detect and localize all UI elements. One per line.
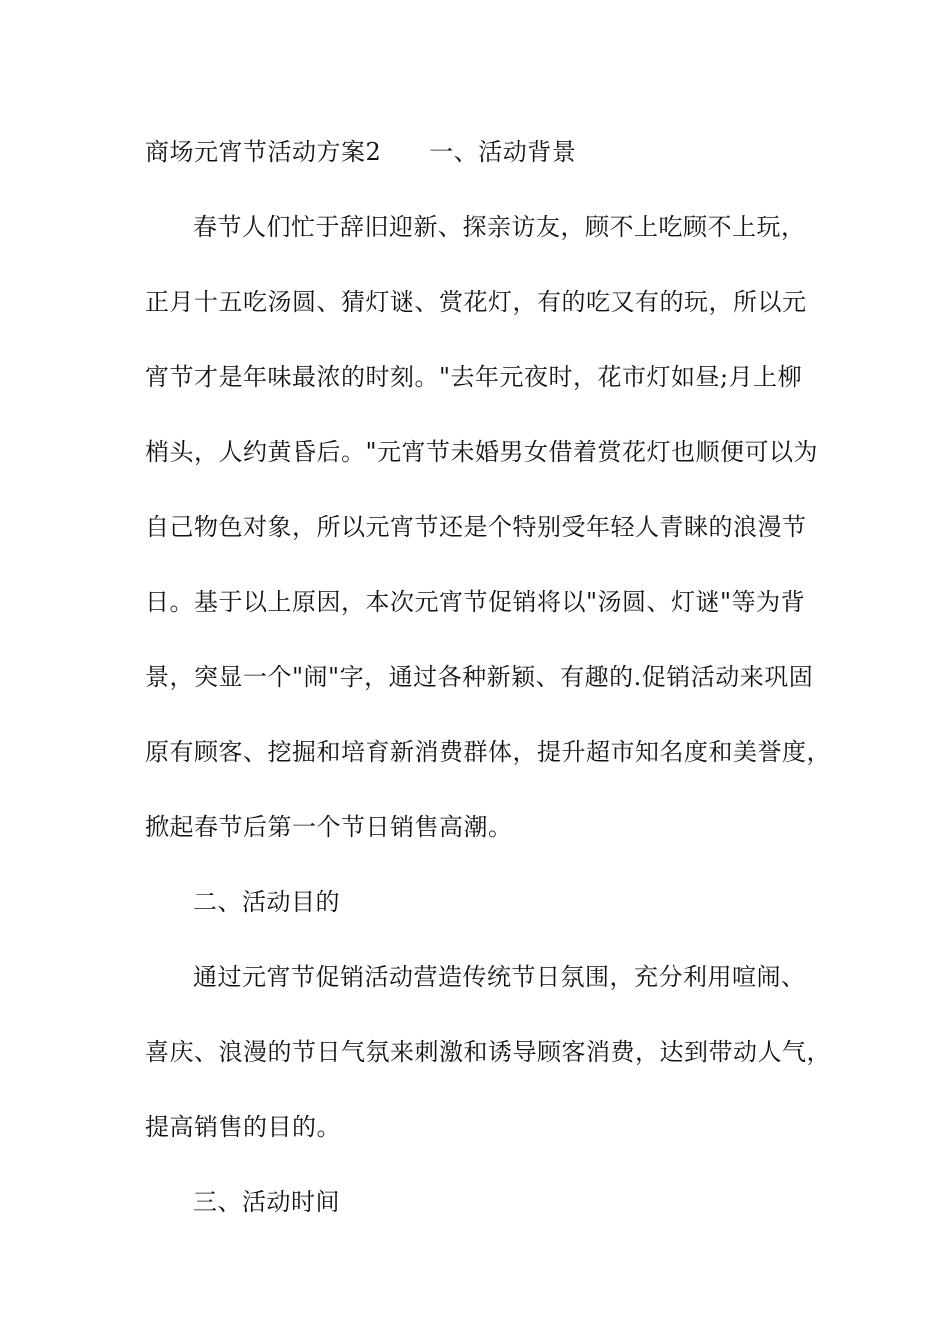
paragraph1-line: 景，突显一个"闹"字，通过各种新颖、有趣的.促销活动来巩固	[145, 663, 814, 691]
paragraph1-line: 春节人们忙于辞旧迎新、探亲访友，顾不上吃顾不上玩，	[193, 213, 806, 241]
paragraph1-line: 日。基于以上原因，本次元宵节促销将以"汤圆、灯谜"等为背	[145, 588, 806, 616]
paragraph2-line: 通过元宵节促销活动营造传统节日氛围，充分利用喧闹、	[193, 963, 806, 991]
section1-heading: 一、活动背景	[429, 138, 577, 166]
section3-heading: 三、活动时间	[193, 1188, 340, 1216]
paragraph2-line: 提高销售的目的。	[145, 1113, 341, 1141]
title-line	[145, 137, 576, 167]
paragraph1-line: 宵节才是年味最浓的时刻。"去年元夜时，花市灯如昼;月上柳	[145, 363, 803, 391]
paragraph1-line: 梢头，人约黄昏后。"元宵节未婚男女借着赏花灯也顺便可以为	[145, 438, 819, 466]
paragraph1-line: 正月十五吃汤圆、猜灯谜、赏花灯，有的吃又有的玩，所以元	[145, 288, 807, 316]
paragraph1-line: 掀起春节后第一个节日销售高潮。	[145, 813, 513, 841]
paragraph1-line: 原有顾客、挖掘和培育新消费群体，提升超市知名度和美誉度，	[145, 738, 831, 766]
paragraph2-line: 喜庆、浪漫的节日气氛来刺激和诱导顾客消费，达到带动人气，	[145, 1038, 831, 1066]
paragraph1-line: 自己物色对象，所以元宵节还是个特别受年轻人青睐的浪漫节	[145, 513, 807, 541]
document-title: 商场元宵节活动方案2	[145, 138, 382, 166]
section2-heading: 二、活动目的	[193, 888, 340, 916]
